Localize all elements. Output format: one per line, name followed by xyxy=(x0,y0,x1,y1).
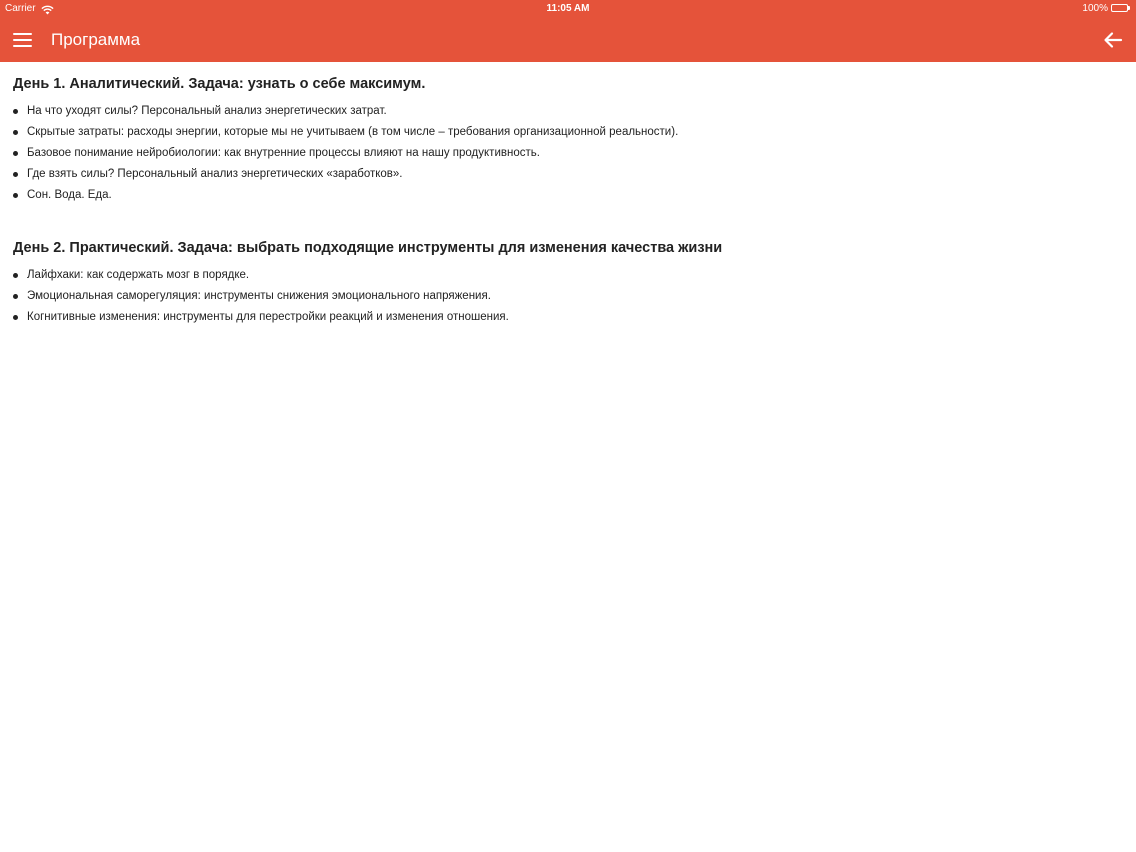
list-item-text: Сон. Вода. Еда. xyxy=(27,189,112,201)
list-item-text: На что уходят силы? Персональный анализ энергетических затрат. xyxy=(27,105,387,117)
battery-percent: 100% xyxy=(1082,3,1108,14)
list-item-text: Где взять силы? Персональный анализ энергетических «заработков». xyxy=(27,168,403,180)
status-right xyxy=(1082,0,1131,17)
bullet-icon xyxy=(13,130,18,135)
section-day-2 xyxy=(13,237,1123,328)
list-item-text: Лайфхаки: как содержать мозг в порядке. xyxy=(27,269,250,281)
section-title: День 2. Практический. Задача: выбрать подходящие инструменты для изменения качества жизни xyxy=(13,240,723,256)
list-item xyxy=(13,143,1123,164)
list-item-text: Базовое понимание нейробиологии: как внутренние процессы влияют на нашу продуктивность. xyxy=(27,147,540,159)
program-content xyxy=(13,73,1123,328)
list-item xyxy=(13,101,1123,122)
bullet-icon xyxy=(13,294,18,299)
list-item xyxy=(13,185,1123,206)
list-item xyxy=(13,265,1123,286)
clock: 11:05 AM xyxy=(546,3,590,14)
list-item xyxy=(13,307,1123,328)
list-item xyxy=(13,164,1123,185)
bullet-list xyxy=(13,101,1123,206)
toolbar xyxy=(0,18,1136,62)
hamburger-menu-icon[interactable] xyxy=(12,29,34,51)
carrier-label: Carrier xyxy=(5,3,36,14)
status-bar xyxy=(0,0,1136,17)
bullet-list xyxy=(13,265,1123,328)
bullet-icon xyxy=(13,273,18,278)
bullet-icon xyxy=(13,172,18,177)
list-item-text: Эмоциональная саморегуляция: инструменты снижения эмоционального напряжения. xyxy=(27,290,491,302)
bullet-icon xyxy=(13,151,18,156)
list-item-text: Когнитивные изменения: инструменты для перестройки реакций и изменения отношения. xyxy=(27,311,509,323)
bullet-icon xyxy=(13,315,18,320)
list-item xyxy=(13,286,1123,307)
bullet-icon xyxy=(13,109,18,114)
section-title: День 1. Аналитический. Задача: узнать о себе максимум. xyxy=(13,76,426,92)
battery-icon xyxy=(1111,4,1131,13)
list-item-text: Скрытые затраты: расходы энергии, которые мы не учитываем (в том числе – требования организационной реальности). xyxy=(27,126,679,138)
bullet-icon xyxy=(13,193,18,198)
app-header xyxy=(0,0,1136,62)
arrow-left-icon[interactable] xyxy=(1102,29,1124,51)
page-title: Программа xyxy=(51,30,141,49)
section-day-1 xyxy=(13,73,1123,206)
list-item xyxy=(13,122,1123,143)
